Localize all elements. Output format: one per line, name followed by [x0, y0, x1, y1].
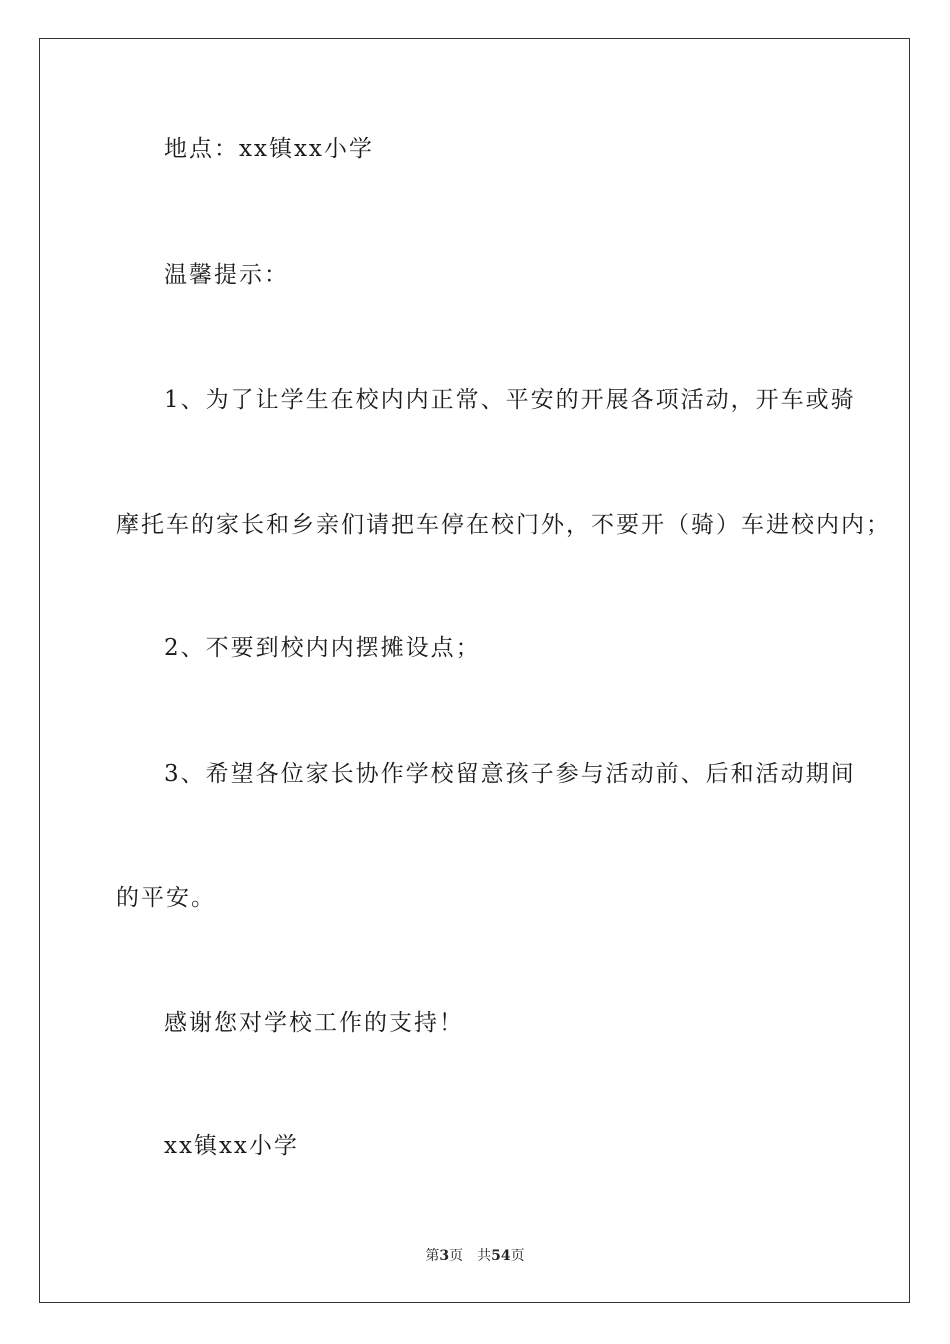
tip-1-line-1: 1、为了让学生在校内内正常、平安的开展各项活动，开车或骑 [164, 387, 856, 413]
footer-prefix: 第 [425, 1248, 440, 1264]
tip-3-line-1: 3、希望各位家长协作学校留意孩子参与活动前、后和活动期间 [164, 761, 856, 787]
footer-total-suffix: 页 [510, 1248, 525, 1264]
location-line: 地点：xx镇xx小学 [164, 136, 374, 162]
footer-page-number: 3 [439, 1248, 450, 1264]
footer-page-suffix: 页 [449, 1248, 464, 1264]
tip-2: 2、不要到校内内摆摊设点； [164, 635, 481, 661]
footer-total-pages: 54 [491, 1248, 511, 1264]
thanks-line: 感谢您对学校工作的支持！ [164, 1010, 464, 1036]
signature-school: xx镇xx小学 [164, 1133, 299, 1159]
page-border [39, 38, 910, 1303]
tips-heading: 温馨提示： [164, 262, 289, 288]
tip-1-line-2: 摩托车的家长和乡亲们请把车停在校门外，不要开（骑）车进校内内； [116, 512, 891, 538]
tip-3-line-2: 的平安。 [116, 885, 216, 911]
page-footer [0, 1247, 950, 1265]
footer-total-prefix: 共 [477, 1248, 492, 1264]
